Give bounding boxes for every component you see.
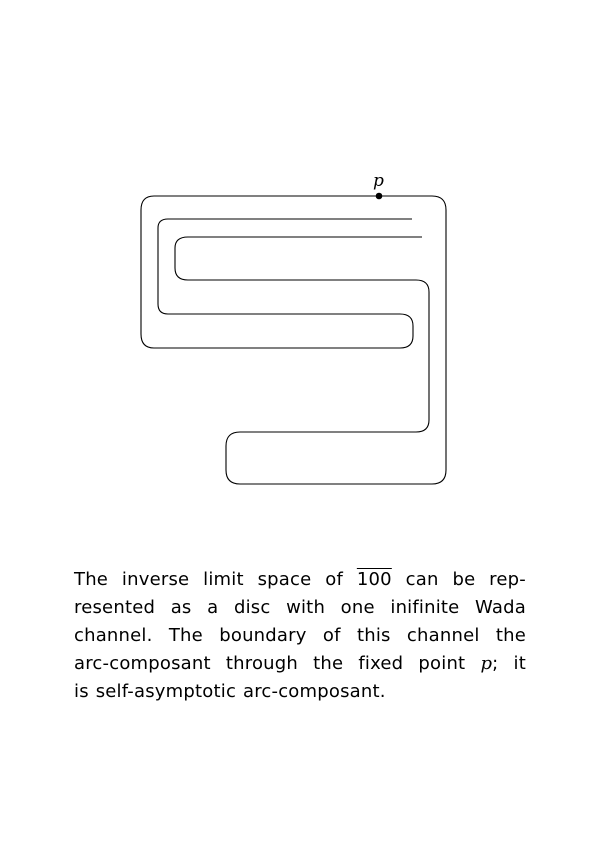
point-symbol: p [480,653,493,674]
disc-boundary-inner [141,196,413,348]
fixed-point-label: p [373,171,384,191]
caption-line-3: channel. The boundary of this channel the [74,625,526,646]
caption-line-5: is self-asymptotic arc-composant. [74,681,386,702]
figure-caption [74,566,526,706]
caption-line-1 [74,566,526,594]
disc-boundary [175,196,446,484]
caption-line-2: resented as a disc with one inifinite Wada [74,597,526,618]
caption-text: arc-composant through the fixed point [74,653,481,674]
kneading-sequence: 100 [356,569,392,590]
caption-line-4 [74,650,526,678]
fixed-point-p [376,193,383,200]
caption-text: The inverse limit space of [74,569,357,590]
caption-text: can be rep- [391,569,526,590]
caption-text: ; it [492,653,527,674]
